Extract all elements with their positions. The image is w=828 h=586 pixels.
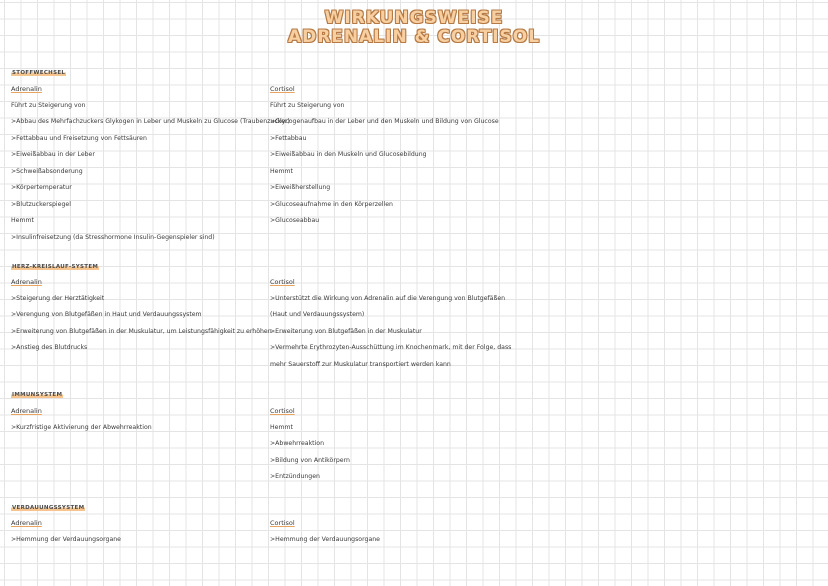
text-line: >Erweiterung von Blutgefäßen in der Muskulatur <box>270 327 422 335</box>
text-line: Führt zu Steigerung von <box>270 101 345 109</box>
herz-kreislauf-adrenalin-column <box>11 274 272 357</box>
verdauungssystem-adrenalin-column <box>11 515 121 548</box>
text-line: >Abbau des Mehrfachzuckers Glykogen in Leber und Muskeln zu Glucose (Traubenzucker) <box>11 118 290 125</box>
column-heading: Adrenalin <box>11 278 42 286</box>
text-line: >Glucoseabbau <box>270 217 320 224</box>
text-line: >Bildung von Antikörpern <box>270 456 350 464</box>
text-line: >Hemmung der Verdauungsorgane <box>270 535 380 543</box>
text-line: Hemmt <box>270 167 293 175</box>
column-heading: Adrenalin <box>11 85 42 93</box>
title-line-1: WIRKUNGSWEISE <box>324 8 504 28</box>
text-line: (Haut und Verdauungssystem) <box>270 311 365 318</box>
section-heading-verdauungssystem: VERDAUUNGSSYSTEM <box>12 505 85 511</box>
text-line: >Insulinfreisetzung (da Stresshormone Insulin-Gegenspieler sind) <box>11 233 215 241</box>
text-line: >Kurzfristige Aktivierung der Abwehrreaktion <box>11 423 152 431</box>
text-line: >Eiweißabbau in der Leber <box>11 151 95 158</box>
text-line: >Eiweißherstellung <box>270 184 331 191</box>
section-heading-stoffwechsel: STOFFWECHSEL <box>12 70 66 76</box>
column-heading: Adrenalin <box>11 519 42 527</box>
text-line: >Unterstützt die Wirkung von Adrenalin auf die Verengung von Blutgefäßen <box>270 294 506 302</box>
column-heading: Cortisol <box>270 85 295 93</box>
text-line: >Erweiterung von Blutgefäßen in der Muskulatur, um Leistungsfähigkeit zu erhöhen <box>11 327 272 335</box>
text-line: >Fettabbau <box>270 134 307 142</box>
stoffwechsel-adrenalin-column <box>11 81 290 246</box>
verdauungssystem-cortisol-column <box>270 515 380 548</box>
section-heading-herz-kreislauf: HERZ-KREISLAUF-SYSTEM <box>12 264 99 270</box>
text-line: >Abwehrreaktion <box>270 440 325 447</box>
column-heading: Cortisol <box>270 519 295 527</box>
text-line: Führt zu Steigerung von <box>11 101 86 109</box>
section-heading-immunsystem: IMMUNSYSTEM <box>12 392 63 398</box>
text-line: mehr Sauerstoff zur Muskulatur transportiert werden kann <box>270 360 451 368</box>
herz-kreislauf-cortisol-column <box>270 274 511 373</box>
text-line: Hemmt <box>270 423 293 431</box>
text-line: >Schweißabsonderung <box>11 167 83 175</box>
immunsystem-adrenalin-column <box>11 403 152 436</box>
text-line: >Hemmung der Verdauungsorgane <box>11 535 121 543</box>
title-line-2: ADRENALIN & CORTISOL <box>287 27 541 47</box>
immunsystem-cortisol-column <box>270 403 350 486</box>
text-line: >Glycogenaufbau in der Leber und den Muskeln und Bildung von Glucose <box>270 118 499 125</box>
text-line: >Eiweißabbau in den Muskeln und Glucosebildung <box>270 151 427 158</box>
column-heading: Cortisol <box>270 278 295 286</box>
text-line: Hemmt <box>11 217 34 224</box>
column-heading: Cortisol <box>270 407 295 415</box>
text-line: >Steigerung der Herztätigkeit <box>11 294 105 302</box>
text-line: >Fettabbau und Freisetzung von Fettsäuren <box>11 134 147 142</box>
text-line: >Körpertemperatur <box>11 184 72 191</box>
text-line: >Verengung von Blutgefäßen in Haut und Verdauungssystem <box>11 311 202 318</box>
text-line: >Blutzuckerspiegel <box>11 200 71 208</box>
column-heading: Adrenalin <box>11 407 42 415</box>
text-line: >Glucoseaufnahme in den Körperzellen <box>270 200 393 208</box>
text-line: >Vermehrte Erythrozyten-Ausschüttung im Knochenmark, mit der Folge, dass <box>270 344 512 351</box>
text-line: >Entzündungen <box>270 473 320 480</box>
stoffwechsel-cortisol-column <box>270 81 499 230</box>
text-line: >Anstieg des Blutdrucks <box>11 344 88 351</box>
